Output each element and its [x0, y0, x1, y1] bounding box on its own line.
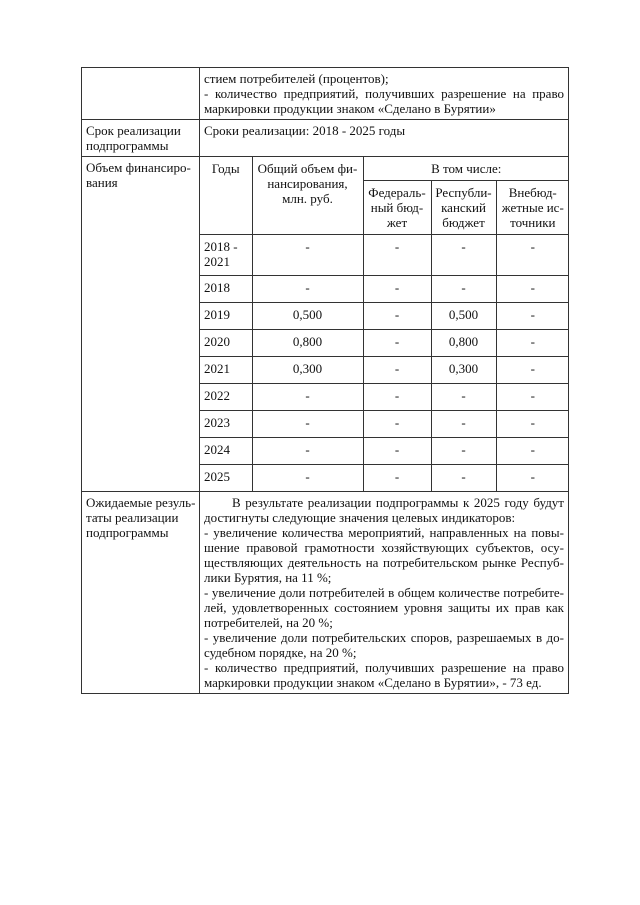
cell-republic: 0,500	[431, 303, 496, 330]
cell-republic: -	[431, 438, 496, 465]
period-row	[82, 120, 569, 157]
cell-extra: -	[496, 465, 569, 492]
results-item: - увеличение доли потребителей в общем количестве потребите-лей, удовлетворенных состоянием уровня защиты их прав как потребителей, на 20 %;	[204, 585, 564, 630]
table-row	[200, 411, 569, 438]
results-item: - увеличение количества мероприятий, направленных на повы-шение правовой грамотности хозяйствующих субъектов, осу-ществляющих деятельность на потребительском рынке Респуб-лики Бурятия, на 11 %;	[204, 525, 564, 585]
cell-total: -	[252, 411, 363, 438]
table-row	[200, 303, 569, 330]
cell-federal: -	[363, 411, 431, 438]
cell-republic: -	[431, 235, 496, 276]
cell-federal: -	[363, 357, 431, 384]
table-row	[200, 330, 569, 357]
cell-year: 2021	[200, 357, 252, 384]
period-label: Срок реализации подпрограммы	[82, 120, 200, 157]
financing-row	[82, 157, 569, 492]
cell-extra: -	[496, 384, 569, 411]
cell-year: 2020	[200, 330, 252, 357]
continuation-line: стием потребителей (процентов);	[204, 71, 389, 86]
results-label: Ожидаемые резуль-таты реализации подпрограммы	[82, 492, 200, 694]
table-row	[200, 357, 569, 384]
financing-label: Объем финансиро-вания	[82, 157, 200, 492]
cell-year: 2018	[200, 276, 252, 303]
cell-federal: -	[363, 384, 431, 411]
results-item: - увеличение доли потребительских споров, разрешаемых в до-судебном порядке, на 20 %;	[204, 630, 564, 660]
cell-total: 0,500	[252, 303, 363, 330]
cell-year: 2019	[200, 303, 252, 330]
cell-total: -	[252, 465, 363, 492]
header-federal: Федераль-ный бюд-жет	[363, 181, 431, 235]
results-content	[200, 492, 569, 694]
header-including: В том числе:	[363, 157, 569, 181]
continuation-row	[82, 68, 569, 120]
cell-total: -	[252, 384, 363, 411]
header-years: Годы	[200, 157, 252, 235]
period-value: Сроки реализации: 2018 - 2025 годы	[200, 120, 569, 157]
cell-extra: -	[496, 303, 569, 330]
continuation-line: - количество предприятий, получивших разрешение на право маркировки продукции знаком «Сделано в Бурятии»	[204, 86, 564, 116]
cell-extra: -	[496, 276, 569, 303]
cell-federal: -	[363, 303, 431, 330]
cell-total: -	[252, 276, 363, 303]
cell-total: -	[252, 438, 363, 465]
cell-year: 2018 - 2021	[200, 235, 252, 276]
cell-year: 2025	[200, 465, 252, 492]
results-row	[82, 492, 569, 694]
table-row	[200, 438, 569, 465]
cell-republic: -	[431, 276, 496, 303]
cell-extra: -	[496, 357, 569, 384]
cell-extra: -	[496, 330, 569, 357]
results-intro: В результате реализации подпрограммы к 2025 году будут достигнуты следующие значения целевых индикаторов:	[204, 495, 564, 525]
header-extra: Внебюд-жетные ис-точники	[496, 181, 569, 235]
cell-total: -	[252, 235, 363, 276]
cell-republic: 0,800	[431, 330, 496, 357]
table-row	[200, 235, 569, 276]
cell-year: 2024	[200, 438, 252, 465]
cell-federal: -	[363, 465, 431, 492]
cell-republic: 0,300	[431, 357, 496, 384]
continuation-content-cell	[200, 68, 569, 120]
cell-federal: -	[363, 276, 431, 303]
cell-federal: -	[363, 330, 431, 357]
cell-extra: -	[496, 438, 569, 465]
financing-table-cell	[200, 157, 569, 492]
table-row	[200, 276, 569, 303]
cell-republic: -	[431, 384, 496, 411]
cell-extra: -	[496, 235, 569, 276]
cell-federal: -	[363, 438, 431, 465]
cell-total: 0,800	[252, 330, 363, 357]
header-total: Общий объем фи-нансирования, млн. руб.	[252, 157, 363, 235]
financing-header-row	[200, 157, 569, 181]
results-item: - количество предприятий, получивших разрешение на право маркировки продукции знаком «Сделано в Бурятии», - 73 ед.	[204, 660, 564, 690]
cell-federal: -	[363, 235, 431, 276]
cell-republic: -	[431, 465, 496, 492]
cell-total: 0,300	[252, 357, 363, 384]
continuation-label-cell	[82, 68, 200, 120]
cell-year: 2022	[200, 384, 252, 411]
financing-table	[200, 157, 569, 491]
header-republic: Республи-канский бюджет	[431, 181, 496, 235]
cell-year: 2023	[200, 411, 252, 438]
cell-republic: -	[431, 411, 496, 438]
table-row	[200, 465, 569, 492]
table-row	[200, 384, 569, 411]
cell-extra: -	[496, 411, 569, 438]
passport-table	[81, 67, 569, 694]
